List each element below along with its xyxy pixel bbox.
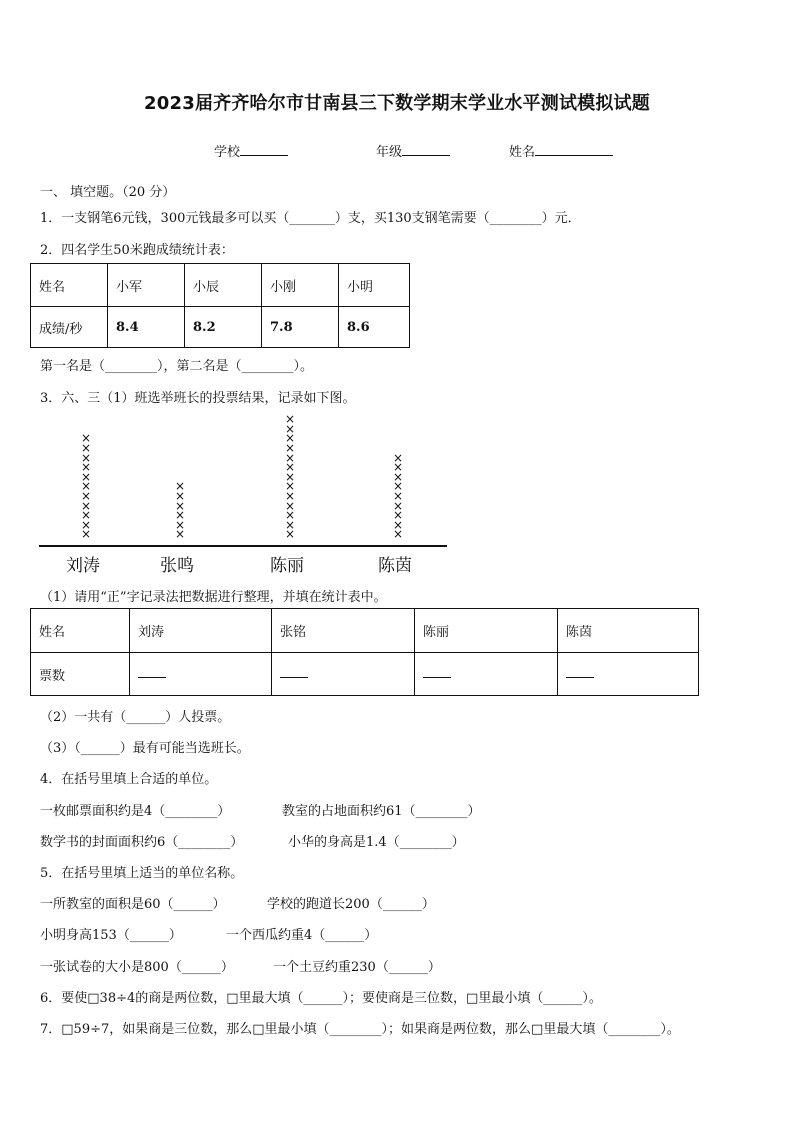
table-row xyxy=(31,264,410,307)
vote-blank[interactable] xyxy=(566,667,594,678)
table-cell: 7.8 xyxy=(262,307,339,348)
vote-table xyxy=(30,608,699,696)
table-cell: 小明 xyxy=(339,264,410,307)
question-3-sub1: （1）请用“正”字记录法把数据进行整理，并填在统计表中。 xyxy=(40,590,387,605)
school-blank[interactable] xyxy=(240,143,288,156)
vote-column: × × × × × × xyxy=(174,479,186,542)
table-cell: 张铭 xyxy=(272,609,415,653)
candidate-label: 张鸣 xyxy=(160,556,194,576)
table-cell: 小刚 xyxy=(262,264,339,307)
grade-field xyxy=(376,141,450,160)
table-cell: 成绩/秒 xyxy=(31,307,108,348)
table-cell: 8.6 xyxy=(339,307,410,348)
candidate-label: 刘涛 xyxy=(66,556,100,576)
chart-baseline xyxy=(39,545,447,547)
question-4-stem: 4．在括号里填上合适的单位。 xyxy=(40,772,218,787)
vote-blank[interactable] xyxy=(423,667,451,678)
question-5-item: 一个西瓜约重4（______） xyxy=(226,928,378,943)
vote-blank[interactable] xyxy=(138,667,166,678)
question-3-sub2: （2）一共有（______）人投票。 xyxy=(40,710,231,725)
question-5-item: 一所教室的面积是60（______） xyxy=(40,897,226,912)
question-5-item: 一张试卷的大小是800（______） xyxy=(40,960,234,975)
name-field xyxy=(509,141,613,160)
vote-blank-cell[interactable] xyxy=(415,653,558,696)
table-cell: 小军 xyxy=(108,264,185,307)
question-2-answer: 第一名是（________），第二名是（________）。 xyxy=(40,359,314,374)
question-7: 7．□59÷7，如果商是三位数，那么□里最小填（________）；如果商是两位数，那么□里最大填（________）。 xyxy=(40,1022,680,1037)
question-4-item: 小华的身高是1.4（________） xyxy=(288,835,465,850)
question-5-stem: 5．在括号里填上适当的单位名称。 xyxy=(40,866,244,881)
score-table xyxy=(30,263,410,348)
table-cell: 陈茵 xyxy=(558,609,699,653)
vote-column: × × × × × × × × × × × xyxy=(80,431,92,542)
question-1: 1．一支钢笔6元钱，300元钱最多可以买（_______）支，买130支钢笔需要（________）元． xyxy=(40,211,581,226)
question-2-stem: 2．四名学生50米跑成绩统计表： xyxy=(40,243,234,258)
grade-label: 年级 xyxy=(376,145,403,160)
grade-blank[interactable] xyxy=(402,143,450,156)
school-label: 学校 xyxy=(214,145,241,160)
question-5-item: 学校的跑道长200（______） xyxy=(267,897,435,912)
school-field xyxy=(214,141,288,160)
name-label: 姓名 xyxy=(509,145,536,160)
table-row xyxy=(31,653,699,696)
question-5-item: 小明身高153（______） xyxy=(40,928,182,943)
table-cell: 票数 xyxy=(31,653,130,696)
name-blank[interactable] xyxy=(535,143,613,156)
question-5-item: 一个土豆约重230（______） xyxy=(273,960,441,975)
table-cell: 刘涛 xyxy=(130,609,272,653)
section-heading: 一、 填空题。（20 分） xyxy=(40,185,176,200)
question-4-item: 数学书的封面面积约6（________） xyxy=(40,835,244,850)
question-3-sub3: （3）（______）最有可能当选班长。 xyxy=(40,741,250,756)
table-cell: 小辰 xyxy=(185,264,262,307)
table-row xyxy=(31,307,410,348)
table-row xyxy=(31,609,699,653)
vote-blank[interactable] xyxy=(280,667,308,678)
table-cell: 陈丽 xyxy=(415,609,558,653)
vote-column: × × × × × × × × × xyxy=(392,450,404,542)
question-3-stem: 3．六、三（1）班选举班长的投票结果，记录如下图。 xyxy=(40,391,356,406)
candidate-label: 陈丽 xyxy=(270,556,304,576)
question-4-item: 教室的占地面积约61（________） xyxy=(282,804,481,819)
vote-blank-cell[interactable] xyxy=(130,653,272,696)
table-cell: 8.4 xyxy=(108,307,185,348)
table-cell: 姓名 xyxy=(31,609,130,653)
vote-column: × × × × × × × × × × × × × xyxy=(284,412,296,542)
candidate-label: 陈茵 xyxy=(378,556,412,576)
page-title: 2023届齐齐哈尔市甘南县三下数学期末学业水平测试模拟试题 xyxy=(144,93,650,114)
table-cell: 姓名 xyxy=(31,264,108,307)
question-6: 6．要使□38÷4的商是两位数，□里最大填（______）；要使商是三位数，□里最小填（______）。 xyxy=(40,991,602,1006)
question-4-item: 一枚邮票面积约是4（________） xyxy=(40,804,231,819)
vote-blank-cell[interactable] xyxy=(272,653,415,696)
vote-blank-cell[interactable] xyxy=(558,653,699,696)
table-cell: 8.2 xyxy=(185,307,262,348)
